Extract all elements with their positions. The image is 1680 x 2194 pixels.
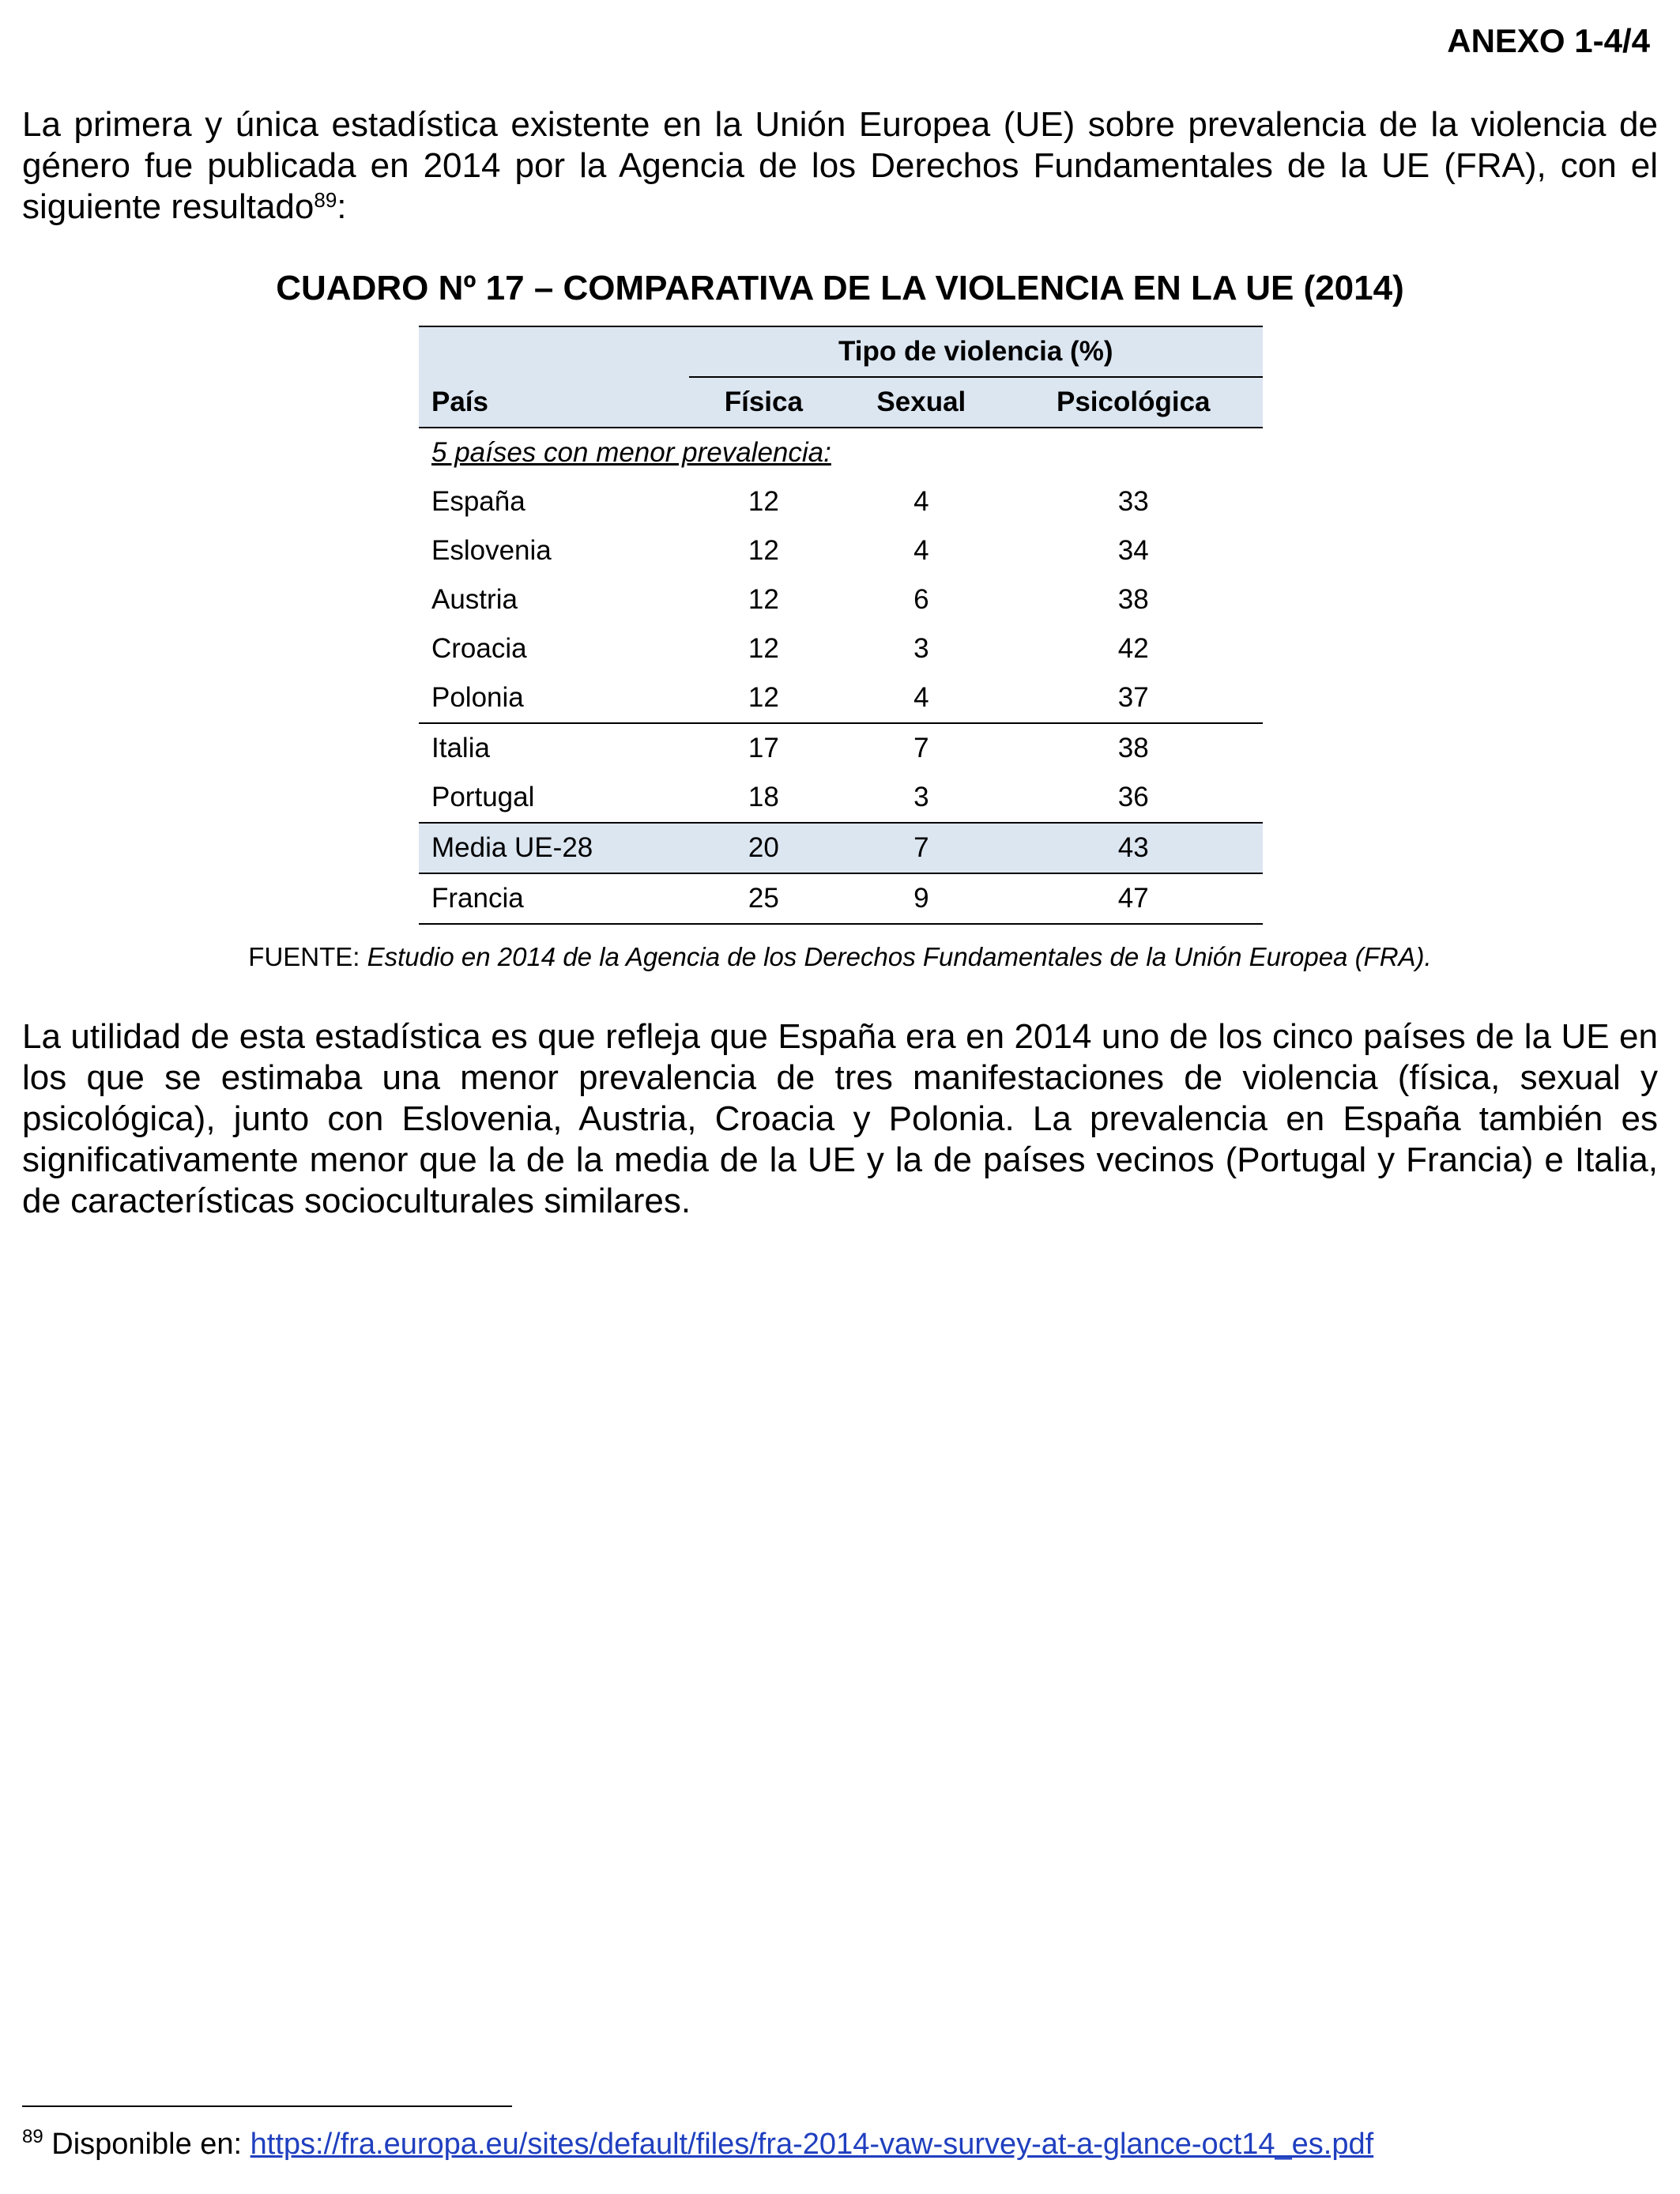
table-column-header-row — [419, 377, 1263, 428]
cell-fisica: 12 — [748, 584, 779, 615]
cell-country: Austria — [431, 584, 518, 615]
table-row — [419, 624, 1263, 673]
cell-country: Croacia — [431, 633, 527, 664]
cell-country: Francia — [419, 873, 689, 924]
cell-fisica: 18 — [748, 782, 779, 812]
intro-trailing: : — [337, 187, 347, 226]
table-source — [0, 942, 1680, 972]
table-row — [419, 773, 1263, 823]
col-header-fisica: Física — [689, 377, 839, 428]
cell-country: Italia — [419, 723, 689, 773]
cell-psicologica: 47 — [1004, 873, 1263, 924]
table-title: CUADRO Nº 17 – COMPARATIVA DE LA VIOLENCIA EN LA UE (2014) — [276, 269, 1404, 307]
cell-sexual: 9 — [838, 873, 1004, 924]
col-header-psicologica: Psicológica — [1004, 377, 1263, 428]
cell-psicologica: 37 — [1117, 682, 1149, 713]
cell-psicologica: 36 — [1117, 782, 1149, 812]
col-header-sexual: Sexual — [838, 377, 1004, 428]
table-group-header: Tipo de violencia (%) — [689, 326, 1264, 377]
footnote-reference[interactable]: 89 — [314, 188, 337, 212]
cell-country: Portugal — [431, 782, 535, 812]
cell-sexual: 4 — [913, 486, 929, 517]
cell-fisica: 20 — [689, 823, 839, 873]
cell-fisica: 12 — [748, 682, 779, 713]
table-row — [419, 477, 1263, 526]
cell-sexual: 3 — [913, 633, 929, 664]
cell-country: Polonia — [431, 682, 524, 713]
cell-sexual: 4 — [913, 535, 929, 566]
table-row — [419, 723, 1263, 773]
table-header-empty — [419, 326, 689, 377]
col-header-country: País — [419, 377, 689, 428]
cell-fisica: 12 — [748, 535, 779, 566]
intro-text: La primera y única estadística existente en la Unión Europea (UE) sobre prevalencia de la violencia de género fue publicada en 2014 por la Agencia de los Derechos Fundamentales de la UE (FRA), con el siguiente resultado — [22, 105, 1658, 226]
group-label: 5 países con menor prevalencia: — [431, 437, 831, 468]
annex-label: ANEXO 1-4/4 — [1447, 22, 1650, 59]
cell-sexual: 4 — [913, 682, 929, 713]
footnote-link[interactable]: https://fra.europa.eu/sites/default/files/fra-2014-vaw-survey-at-a-glance-oct14_es.pdf — [250, 2128, 1374, 2161]
cell-fisica: 25 — [689, 873, 839, 924]
table-row-eu-average — [419, 823, 1263, 873]
cell-country: España — [431, 486, 525, 517]
cell-fisica: 12 — [748, 633, 779, 664]
conclusion-paragraph: La utilidad de esta estadística es que refleja que España era en 2014 uno de los cinco países de la UE en los que se estimaba una menor prevalencia de tres manifestaciones de violencia (física, sexual y psicológica), junto con Eslovenia, Austria, Croacia y Polonia. La prevalencia en España también es significativamente menor que la de la media de la UE y la de países vecinos (Portugal y Francia) e Italia, de características socioculturales similares. — [22, 1017, 1658, 1220]
cell-psicologica: 38 — [1004, 723, 1263, 773]
table-row — [419, 673, 1263, 723]
cell-sexual: 7 — [838, 723, 1004, 773]
cell-sexual: 3 — [913, 782, 929, 812]
cell-sexual: 7 — [838, 823, 1004, 873]
cell-psicologica: 43 — [1004, 823, 1263, 873]
cell-fisica: 12 — [748, 486, 779, 517]
footnote-divider — [22, 2105, 512, 2107]
table-row — [419, 873, 1263, 924]
cell-sexual: 6 — [913, 584, 929, 615]
cell-country: Media UE-28 — [419, 823, 689, 873]
cell-psicologica: 38 — [1117, 584, 1149, 615]
source-text: Estudio en 2014 de la Agencia de los Derechos Fundamentales de la Unión Europea (FRA). — [367, 942, 1432, 971]
table-group-header-row — [419, 326, 1263, 377]
cell-psicologica: 42 — [1117, 633, 1149, 664]
footnote-text: Disponible en: — [51, 2128, 250, 2161]
intro-paragraph — [22, 104, 1658, 228]
cell-fisica: 17 — [689, 723, 839, 773]
table-row — [419, 575, 1263, 624]
footnote-number: 89 — [22, 2126, 43, 2147]
footnote — [22, 2128, 1373, 2162]
table-row — [419, 526, 1263, 575]
cell-psicologica: 34 — [1117, 535, 1149, 566]
cell-psicologica: 33 — [1117, 486, 1149, 517]
cell-country: Eslovenia — [431, 535, 552, 566]
source-label: FUENTE: — [248, 942, 367, 971]
violence-table — [419, 326, 1263, 925]
group-label-row — [419, 428, 1263, 477]
